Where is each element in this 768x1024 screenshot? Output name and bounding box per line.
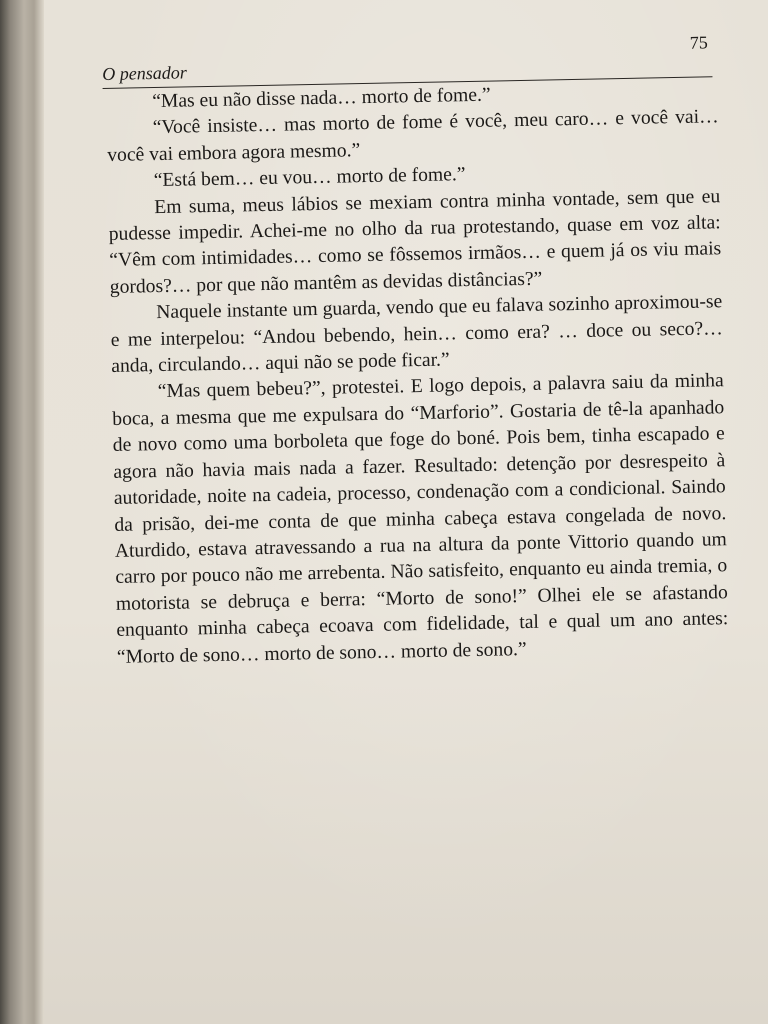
body-text: [106, 78, 729, 671]
running-title: O pensador: [102, 62, 187, 84]
paragraph: Naquele instante um guarda, vendo que eu falava sozinho aproximou-se e me interpelou: “Andou bebendo, hein… como era? … doce ou seco?… anda, circulando… aqui não se pode ficar.”: [110, 291, 723, 378]
book-page: [44, 0, 768, 1024]
page-number: 75: [689, 32, 709, 53]
paragraph: “Está bem… eu vou… morto de fome.”: [153, 164, 466, 192]
paragraph: “Mas eu não disse nada… morto de fome.”: [152, 84, 491, 113]
paragraph: Em suma, meus lábios se mexiam contra minha vontade, sem que eu pudesse impedir. Achei-me no olho da rua protestando, quase em voz alta: “Vêm com intimidades… como se fôssemos irmãos… e quem já os viu mais gordos?… por que não mantêm as devidas distâncias?”: [108, 185, 722, 298]
paragraph: “Mas quem bebeu?”, protestei. E logo depois, a palavra saiu da minha boca, a mesma que me expulsara do “Marforio”. Gostaria de tê-la apanhado de novo como uma borboleta que foge do boné. Pois bem, tinha escapado e agora não havia mais nada a fazer. Resultado: detenção por desrespeito à autoridade, noite na cadeia, processo, condenação com a condicional. Saindo da prisão, dei-me conta de que minha cabeça estava congelada de novo. Aturdido, estava atravessando a rua na altura da ponte Vittorio quando um carro por pouco não me arrebenta. Não satisfeito, enquanto eu ainda tremia, o motorista se debruça e berra: “Morto de sono!” Olhei ele se afastando enquanto minha cabeça ecoava com fidelidade, tal e qual um ano antes: “Morto de sono… morto de sono… morto de sono.”: [112, 370, 729, 668]
paragraph: “Você insiste… mas morto de fome é você, meu caro… e você vai… você vai embora agora mesmo.”: [107, 106, 719, 166]
